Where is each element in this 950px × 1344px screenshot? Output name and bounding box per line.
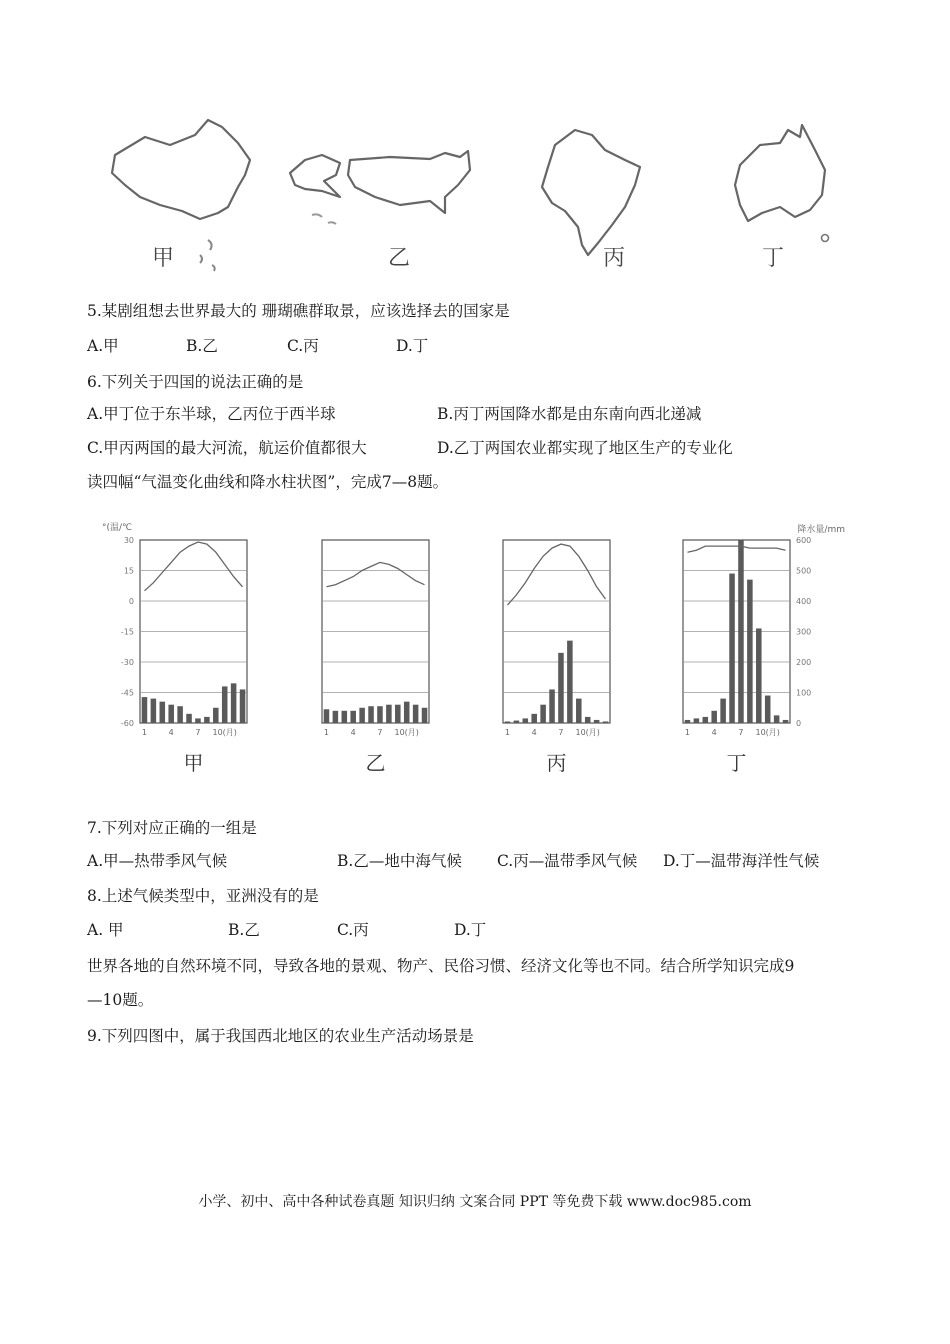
month-tick-label: 7 — [377, 728, 383, 737]
precipitation-bar — [523, 718, 529, 723]
precipitation-bar — [177, 706, 183, 723]
precipitation-bar — [142, 697, 148, 723]
precipitation-bar — [342, 711, 348, 723]
precipitation-bar — [377, 706, 383, 723]
precipitation-bar — [222, 686, 228, 723]
q8-option-c: C.丙 — [337, 921, 369, 939]
month-tick-label: 10(月) — [575, 728, 600, 737]
precip-tick-label: 500 — [796, 566, 812, 576]
climate-chart-label: 甲 — [183, 751, 204, 775]
temperature-line — [688, 546, 786, 552]
precipitation-bar — [711, 711, 717, 723]
intro-7-8: 读四幅“气温变化曲线和降水柱状图”，完成7—8题。 — [87, 473, 449, 491]
month-tick-label: 7 — [195, 728, 201, 737]
climate-chart-label: 乙 — [365, 751, 386, 775]
precipitation-bar — [204, 717, 210, 723]
month-tick-label: 10(月) — [755, 728, 780, 737]
q7-option-d: D.丁—温带海洋性气候 — [663, 852, 820, 870]
map-label-ding: 丁 — [762, 246, 785, 271]
month-tick-label: 1 — [141, 728, 148, 737]
month-tick-label: 10(月) — [394, 728, 419, 737]
precipitation-axis-title: 降水量/mm — [797, 525, 845, 535]
month-tick-label: 1 — [504, 728, 511, 737]
temp-tick-label: 0 — [128, 597, 134, 606]
q6-option-d: D.乙丁两国农业都实现了地区生产的专业化 — [437, 439, 733, 457]
precipitation-bar — [350, 711, 356, 723]
precipitation-bar — [231, 683, 237, 723]
month-tick-label: 4 — [350, 728, 356, 737]
q8-option-a: A. 甲 — [87, 921, 124, 939]
precipitation-bar — [240, 689, 246, 723]
q7-option-a: A.甲—热带季风气候 — [87, 852, 228, 870]
month-tick-label: 10(月) — [212, 728, 237, 737]
question-7-stem: 7.下列对应正确的一组是 — [87, 819, 257, 837]
climate-charts — [100, 518, 850, 778]
precipitation-bar — [703, 717, 709, 723]
map-label-yi: 乙 — [388, 246, 411, 271]
precip-tick-label: 600 — [796, 536, 812, 545]
temp-tick-label: -15 — [120, 627, 134, 637]
temp-tick-label: 15 — [123, 566, 134, 576]
q6-option-a: A.甲丁位于东半球，乙丙位于西半球 — [87, 405, 336, 423]
temperature-line — [327, 562, 425, 586]
month-tick-label: 1 — [684, 728, 691, 737]
precipitation-bar — [756, 628, 762, 723]
precipitation-bar — [386, 705, 392, 723]
q8-option-d: D.丁 — [454, 921, 487, 939]
brazil-outline — [542, 130, 640, 255]
month-tick-label: 7 — [558, 728, 564, 737]
precip-tick-label: 300 — [796, 627, 812, 637]
precipitation-bar — [413, 705, 419, 723]
map-label-bing: 丙 — [603, 246, 626, 271]
precipitation-bar — [558, 653, 564, 723]
q7-option-b: B.乙—地中海气候 — [337, 852, 462, 870]
question-9-stem: 9.下列四图中，属于我国西北地区的农业生产活动场景是 — [87, 1027, 474, 1045]
q5-option-b: B.乙 — [186, 337, 218, 355]
q5-option-a: A.甲 — [87, 337, 119, 355]
climate-chart-label: 丁 — [726, 751, 747, 775]
precipitation-bar — [151, 699, 157, 723]
precipitation-bar — [333, 711, 339, 723]
precipitation-bar — [774, 715, 780, 723]
precipitation-bar — [720, 699, 726, 723]
china-outline — [112, 120, 250, 219]
precipitation-bar — [168, 705, 174, 723]
precip-tick-label: 400 — [796, 597, 812, 606]
precipitation-bar — [160, 702, 166, 723]
temp-tick-label: -45 — [120, 688, 134, 698]
precipitation-bar — [359, 708, 365, 723]
precipitation-bar — [738, 540, 744, 723]
q6-option-c: C.甲丙两国的最大河流，航运价值都很大 — [87, 439, 367, 457]
temp-tick-label: -30 — [120, 658, 134, 667]
precipitation-bar — [594, 720, 600, 723]
climate-chart-label: 丙 — [546, 751, 567, 775]
precipitation-bar — [404, 702, 410, 723]
month-tick-label: 4 — [531, 728, 537, 737]
precipitation-bar — [395, 705, 401, 723]
precip-tick-label: 0 — [796, 719, 802, 728]
country-maps — [100, 115, 840, 285]
precipitation-bar — [694, 718, 700, 723]
precipitation-bar — [549, 689, 555, 723]
q5-option-c: C.丙 — [287, 337, 319, 355]
precipitation-bar — [505, 721, 511, 723]
precipitation-bar — [576, 699, 582, 723]
precipitation-bar — [368, 706, 374, 723]
precipitation-bar — [422, 708, 428, 723]
temp-tick-label: -60 — [120, 719, 134, 728]
usa-outline — [348, 151, 470, 213]
month-tick-label: 1 — [323, 728, 330, 737]
para-9-10-line1: 世界各地的自然环境不同，导致各地的景观、物产、民俗习惯、经济文化等也不同。结合所学知识完成9 — [87, 957, 795, 975]
month-tick-label: 4 — [168, 728, 174, 737]
precipitation-bar — [324, 709, 330, 723]
map-label-jia: 甲 — [152, 246, 175, 271]
footer-text: 小学、初中、高中各种试卷真题 知识归纳 文案合同 PPT 等免费下载 www.doc985.com — [198, 1194, 752, 1210]
precipitation-bar — [603, 721, 609, 723]
question-5-stem: 5.某剧组想去世界最大的 珊瑚礁群取景，应该选择去的国家是 — [87, 302, 510, 320]
question-6-stem: 6.下列关于四国的说法正确的是 — [87, 373, 304, 391]
alaska-outline — [290, 155, 340, 197]
precipitation-bar — [514, 721, 520, 723]
precip-tick-label: 100 — [796, 688, 812, 698]
temperature-line — [145, 542, 243, 591]
precipitation-bar — [567, 641, 573, 723]
precipitation-bar — [195, 718, 201, 723]
precipitation-bar — [685, 720, 691, 723]
temperature-axis-title: °(温/℃ — [102, 523, 133, 533]
precipitation-bar — [729, 574, 735, 723]
precip-tick-label: 200 — [796, 658, 812, 667]
precipitation-bar — [783, 720, 789, 723]
q6-option-b: B.丙丁两国降水都是由东南向西北递减 — [437, 405, 702, 423]
australia-outline — [735, 125, 825, 221]
temperature-line — [508, 544, 606, 605]
precipitation-bar — [531, 714, 537, 723]
para-9-10-line2: —10题。 — [87, 991, 154, 1009]
precipitation-bar — [213, 708, 219, 723]
precipitation-bar — [585, 717, 591, 723]
precipitation-bar — [186, 714, 192, 723]
q8-option-b: B.乙 — [228, 921, 260, 939]
temp-tick-label: 30 — [123, 536, 134, 545]
month-tick-label: 4 — [711, 728, 717, 737]
question-8-stem: 8.上述气候类型中，亚洲没有的是 — [87, 887, 319, 905]
q5-option-d: D.丁 — [396, 337, 429, 355]
month-tick-label: 7 — [738, 728, 744, 737]
precipitation-bar — [540, 705, 546, 723]
precipitation-bar — [747, 580, 753, 723]
q7-option-c: C.丙—温带季风气候 — [497, 852, 638, 870]
precipitation-bar — [765, 696, 771, 723]
